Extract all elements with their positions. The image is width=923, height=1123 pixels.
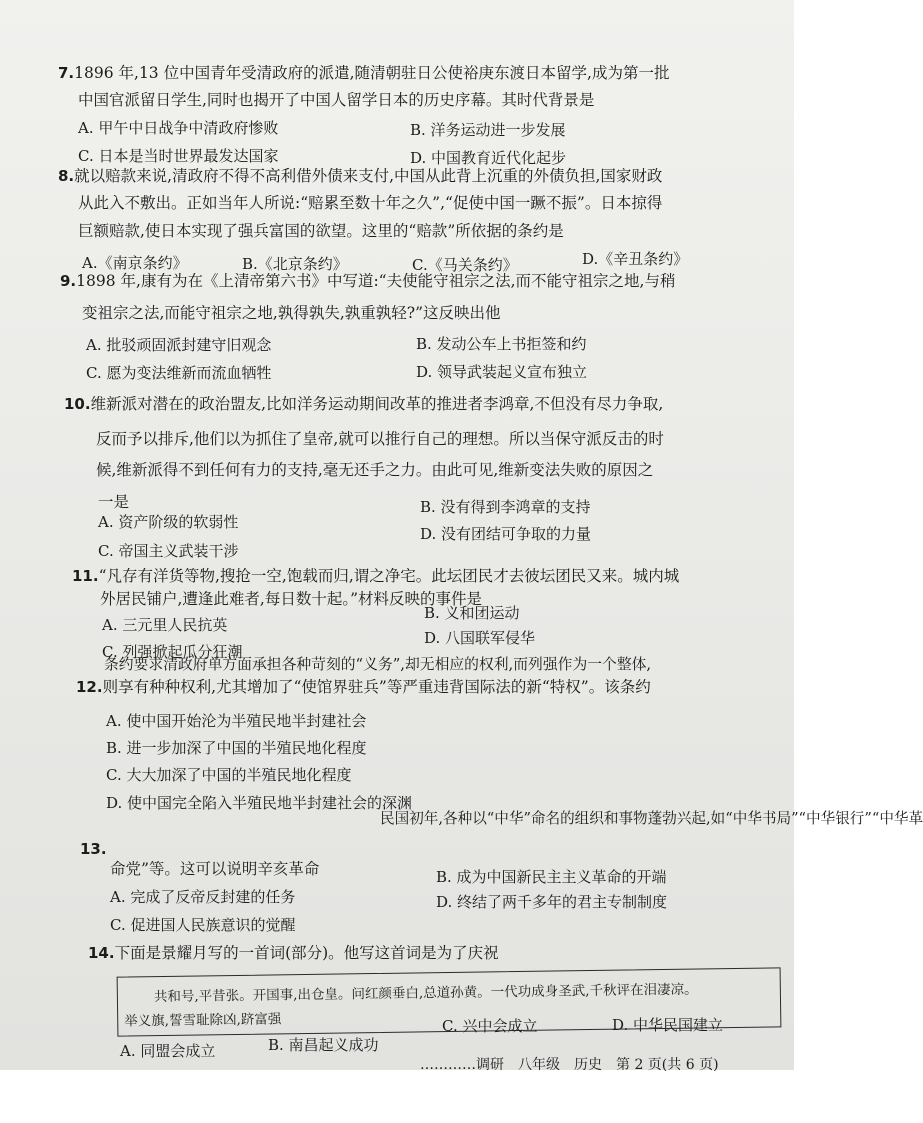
option-d: D. 八国联军侵华	[424, 629, 536, 647]
option-a: A. 甲午中日战争中清政府惨败	[78, 119, 279, 137]
question-14	[88, 942, 499, 964]
question-13	[80, 838, 107, 860]
question-text: 民国初年,各种以“中华”命名的组织和事物蓬勃兴起,如“中华书局”“中华银行”“中华革	[380, 810, 923, 827]
option-b: B. 南昌起义成功	[268, 1036, 379, 1054]
question-number: 14.	[88, 944, 115, 962]
option-d: D. 中华民国建立	[612, 1016, 724, 1034]
option-c: C. 愿为变法维新而流血牺牲	[86, 364, 272, 382]
option-b: B. 进一步加深了中国的半殖民地化程度	[106, 739, 367, 757]
question-number: 8.	[58, 167, 75, 185]
option-d: D. 领导武装起义宣布独立	[416, 363, 588, 381]
option-c: C. 兴中会成立	[442, 1017, 538, 1035]
option-d: D. 中国教育近代化起步	[410, 149, 567, 167]
option-c: C.《马关条约》	[412, 256, 518, 274]
option-b: B. 没有得到李鸿章的支持	[420, 498, 591, 516]
question-text: 就以赔款来说,清政府不得不高利借外债来支付,中国从此背上沉重的外债负担,国家财政	[74, 167, 663, 185]
option-a: A. 资产阶级的软弱性	[98, 513, 239, 531]
question-9	[60, 270, 675, 292]
question-number: 10.	[64, 395, 91, 413]
option-a: A. 三元里人民抗英	[102, 616, 228, 634]
option-b: B. 发动公车上书拒签和约	[416, 335, 587, 353]
question-number: 9.	[60, 272, 77, 290]
question-number: 11.	[72, 567, 99, 585]
option-a: A. 批驳顽固派封建守旧观念	[86, 336, 272, 354]
question-7	[58, 62, 669, 84]
question-text: 外居民铺户,遭逢此难者,每日数十起。”材料反映的事件是	[100, 590, 483, 608]
question-text: 从此入不敷出。正如当年人所说:“赔累至数十年之久”,“促使中国一蹶不振”。日本掠得	[78, 194, 663, 212]
question-12	[76, 676, 651, 698]
question-text: 条约要求清政府单方面承担各种苛刻的“义务”,却无相应的权利,而列强作为一个整体,	[104, 656, 652, 673]
question-8	[58, 165, 662, 187]
question-text: 巨额赔款,使日本实现了强兵富国的欲望。这里的“赔款”所依据的条约是	[78, 222, 564, 240]
question-text: 候,维新派得不到任何有力的支持,毫无还手之力。由此可见,维新变法失败的原因之	[96, 461, 654, 479]
poem-line: 共和号,平昔张。开国事,出仓皇。问红颜垂白,总道孙黄。一代功成身圣武,千秋评在泪凄凉。	[153, 981, 698, 1006]
option-b: B. 义和团运动	[424, 604, 520, 622]
option-d: D. 没有团结可争取的力量	[420, 525, 592, 543]
question-text: “凡存有洋货等物,搜抢一空,饱载而归,谓之净宅。此坛团民才去彼坛团民又来。城内城	[98, 567, 680, 585]
option-b: B. 洋务运动进一步发展	[410, 121, 566, 139]
option-a: A. 使中国开始沦为半殖民地半封建社会	[106, 712, 367, 730]
question-text: 变祖宗之法,而能守祖宗之地,孰得孰失,孰重孰轻?”这反映出他	[82, 304, 501, 322]
option-d: D. 使中国完全陷入半殖民地半封建社会的深渊	[106, 794, 413, 812]
option-b: B. 成为中国新民主主义革命的开端	[436, 868, 667, 886]
page-footer: …………调研 八年级 历史 第 2 页(共 6 页)	[420, 1057, 719, 1073]
question-11	[72, 565, 679, 587]
question-number: 13.	[80, 840, 107, 858]
option-c: C. 促进国人民族意识的觉醒	[110, 916, 296, 934]
option-c: C. 帝国主义武装干涉	[98, 542, 239, 560]
option-d: D.《辛丑条约》	[582, 250, 689, 268]
question-10	[64, 393, 663, 415]
option-c: C. 大大加深了中国的半殖民地化程度	[106, 766, 352, 784]
option-c: C. 日本是当时世界最发达国家	[78, 147, 279, 165]
question-text: 下面是景耀月写的一首词(部分)。他写这首词是为了庆祝	[114, 944, 499, 962]
option-d: D. 终结了两千多年的君主专制制度	[436, 893, 668, 911]
question-text: 1896 年,13 位中国青年受清政府的派遣,随清朝驻日公使裕庚东渡日本留学,成为第一批	[74, 64, 670, 82]
question-text: 命党”等。这可以说明辛亥革命	[110, 860, 320, 878]
question-text: 中国官派留日学生,同时也揭开了中国人留学日本的历史序幕。其时代背景是	[78, 91, 595, 109]
option-a: A.《南京条约》	[82, 254, 188, 272]
option-b: B.《北京条约》	[242, 255, 348, 273]
question-text: 一是	[98, 493, 130, 511]
question-text: 1898 年,康有为在《上清帝第六书》中写道:“夫使能守祖宗之法,而不能守祖宗之地,与稍	[76, 272, 676, 290]
question-text: 维新派对潜在的政治盟友,比如洋务运动期间改革的推进者李鸿章,不但没有尽力争取,	[90, 395, 664, 413]
option-a: A. 同盟会成立	[120, 1042, 216, 1060]
question-text: 则享有种种权利,尤其增加了“使馆界驻兵”等严重违背国际法的新“特权”。该条约	[102, 678, 651, 696]
question-number: 7.	[58, 64, 75, 82]
question-number: 12.	[76, 678, 103, 696]
question-text: 反而予以排斥,他们以为抓住了皇帝,就可以推行自己的理想。所以当保守派反击的时	[96, 430, 664, 448]
option-a: A. 完成了反帝反封建的任务	[110, 888, 296, 906]
poem-line: 举义旗,誓雪耻除凶,跻富强	[124, 1011, 282, 1030]
option-c: C. 列强掀起瓜分狂潮	[102, 643, 243, 661]
